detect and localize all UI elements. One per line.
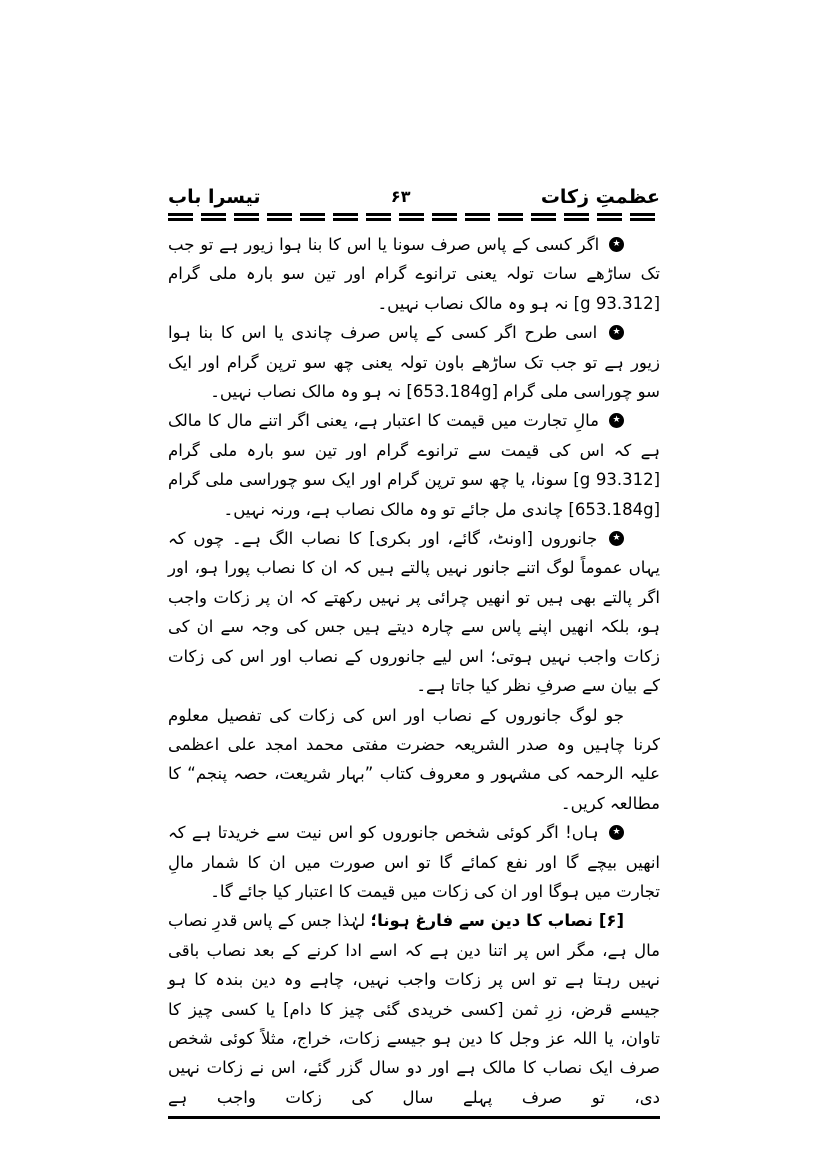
paragraph [168,906,660,1112]
star-glyph: ★ [612,239,621,249]
paragraph-text: جو لوگ جانوروں کے نصاب اور اس کی زکات کی تفصیل معلوم کرنا چاہیں وہ صدر الشریعہ حضرت مفتی محمد امجد علی اعظمی علیہ الرحمہ کی مشہور و معروف کتاب ”بہار شریعت، حصہ پنجم“ کا مطالعہ کریں۔ [168,705,660,813]
paragraphs [168,230,660,1112]
page-header [168,184,660,210]
book-title: عظمتِ زکات [540,186,660,208]
paragraph-heading-text: [۶] نصاب کا دین سے فارغ ہونا؛ [370,911,624,931]
rub-el-hizb-bullet-icon [609,531,624,546]
star-glyph: ★ [612,415,621,426]
paragraph [168,524,660,700]
footer-rule [168,1116,660,1119]
paragraph-text: اسی طرح اگر کسی کے پاس صرف چاندی یا اس کا بنا ہوا زیور ہے تو جب تک ساڑھے باون تولہ یعنی چھ سو ترپن گرام اور ایک سو چوراسی ملی گرام [653.184g] نہ ہو وہ مالک نصاب نہیں۔ [168,323,660,402]
page-number: ۶۳ [390,187,411,206]
chapter-title: تیسرا باب [168,186,261,208]
star-glyph: ★ [612,327,621,338]
paragraph [168,818,660,906]
paragraph-text: اگر کسی کے پاس صرف سونا یا اس کا بنا ہوا زیور ہے تو جب تک ساڑھے سات تولہ یعنی ترانوے گرام اور تین سو بارہ ملی گرام [93.312 g] نہ ہو وہ مالک نصاب نہیں۔ [168,235,660,313]
paragraph [168,406,660,524]
page-content [168,184,660,1119]
rub-el-hizb-bullet-icon [609,413,624,428]
header-dashed-divider [168,213,660,221]
rub-el-hizb-bullet-icon [609,237,624,252]
paragraph-text: لہٰذا جس کے پاس قدرِ نصاب مال ہے، مگر اس پر اتنا دین ہے کہ اسے ادا کرنے کے بعد نصاب باقی نہیں رہتا ہے تو اس پر زکات واجب نہیں، چاہے وہ دین بندہ کا ہو جیسے قرض، زرِ ثمن [کسی خریدی گئی چیز کا دام] یا کسی چیز کا تاوان، یا اللہ عز وجل کا دین ہو جیسے زکات، خراج، مثلاً کوئی شخص صرف ایک نصاب کا مالک ہے اور دو سال گزر گئے، اس نے زکات نہیں دی، تو صرف پہلے سال کی زکات واجب ہے [168,911,660,1107]
paragraph-text: جانوروں [اونٹ، گائے، اور بکری] کا نصاب الگ ہے۔ چوں کہ یہاں عموماً لوگ اتنے جانور نہیں پالتے ہیں کہ ان کا نصاب پورا ہو، اور اگر پالتے بھی ہیں تو انھیں چرائی پر نہیں رکھتے کہ ان پر زکات واجب ہو، بلکہ انھیں اپنے پاس سے چارہ دیتے ہیں جس کی وجہ سے ان کی زکات واجب نہیں ہوتی؛ اس لیے جانوروں کے نصاب اور اس کی زکات کے بیان سے صرفِ نظر کیا جاتا ہے۔ [168,529,660,696]
rub-el-hizb-bullet-icon [609,825,624,840]
paragraph [168,701,660,819]
star-glyph: ★ [612,827,621,838]
paragraph-text: مالِ تجارت میں قیمت کا اعتبار ہے، یعنی اگر اتنے مال کا مالک ہے کہ اس کی قیمت سے ترانوے گرام اور تین سو بارہ ملی گرام [93.312 g] سونا، یا چھ سو ترپن گرام اور ایک سو چوراسی ملی گرام [653.184g] چاندی مل جائے تو وہ مالک نصاب ہے، ورنہ نہیں۔ [168,411,660,519]
paragraph-text: ہاں! اگر کوئی شخص جانوروں کو اس نیت سے خریدتا ہے کہ انھیں بیچے گا اور نفع کمائے گا تو اس صورت میں ان کا شمار مالِ تجارت میں ہوگا اور ان کی زکات میں قیمت کا اعتبار کیا جائے گا۔ [168,823,660,901]
paragraph [168,318,660,406]
star-glyph: ★ [612,533,621,544]
paragraph [168,230,660,318]
rub-el-hizb-bullet-icon [609,325,624,340]
